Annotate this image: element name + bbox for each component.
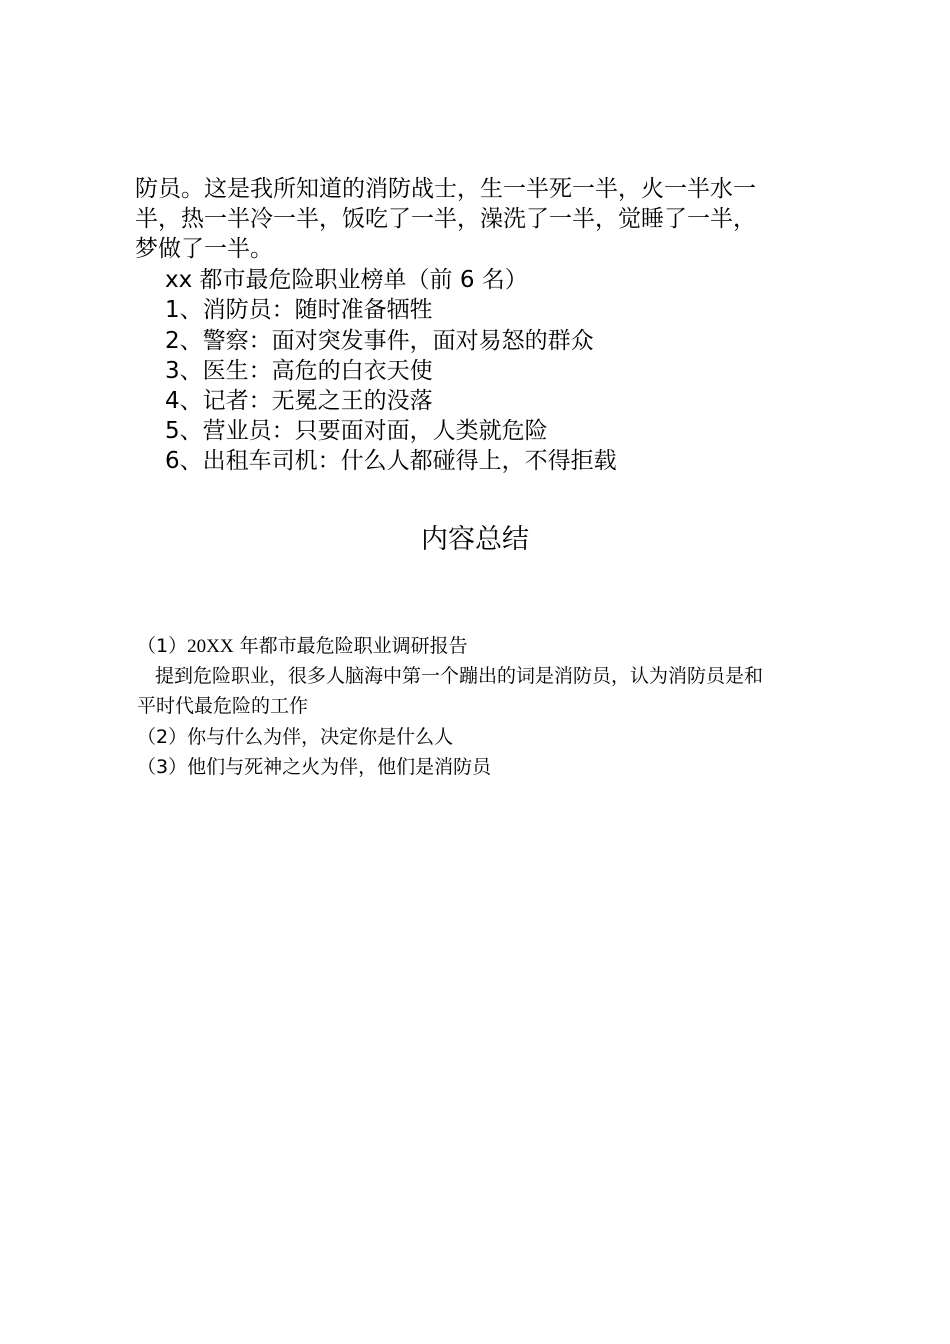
intro-line-1: 防员。这是我所知道的消防战士，生一半死一半，火一半水一 xyxy=(135,176,756,202)
summary-item-3: （3）他们与死神之火为伴，他们是消防员 xyxy=(137,756,492,778)
summary-heading: 内容总结 xyxy=(421,524,529,555)
intro-line-2: 半，热一半冷一半，饭吃了一半，澡洗了一半，觉睡了一半， xyxy=(135,206,756,232)
ranking-item-5: 5、营业员：只要面对面，人类就危险 xyxy=(165,418,548,444)
summary-item-2: （2）你与什么为伴，决定你是什么人 xyxy=(137,726,454,748)
ranking-item-3: 3、医生：高危的白衣天使 xyxy=(165,358,433,384)
summary-item-1-year: 20XX xyxy=(187,636,234,657)
ranking-item-1: 1、消防员：随时准备牺牲 xyxy=(165,297,433,323)
summary-item-1-title xyxy=(137,633,468,660)
summary-item-1-body-line-1: 提到危险职业，很多人脑海中第一个蹦出的词是消防员，认为消防员是和 xyxy=(155,665,764,687)
summary-item-1-rest: 年都市最危险职业调研报告 xyxy=(233,635,468,657)
summary-item-1-body-line-2: 平时代最危险的工作 xyxy=(137,695,309,717)
summary-item-1-prefix: （1） xyxy=(137,635,188,657)
ranking-item-4: 4、记者：无冕之王的没落 xyxy=(165,388,433,414)
ranking-title: xx 都市最危险职业榜单（前 6 名） xyxy=(165,267,528,293)
ranking-item-2: 2、警察：面对突发事件，面对易怒的群众 xyxy=(165,328,594,354)
intro-line-3: 梦做了一半。 xyxy=(135,236,273,262)
ranking-item-6: 6、出租车司机：什么人都碰得上，不得拒载 xyxy=(165,448,617,474)
